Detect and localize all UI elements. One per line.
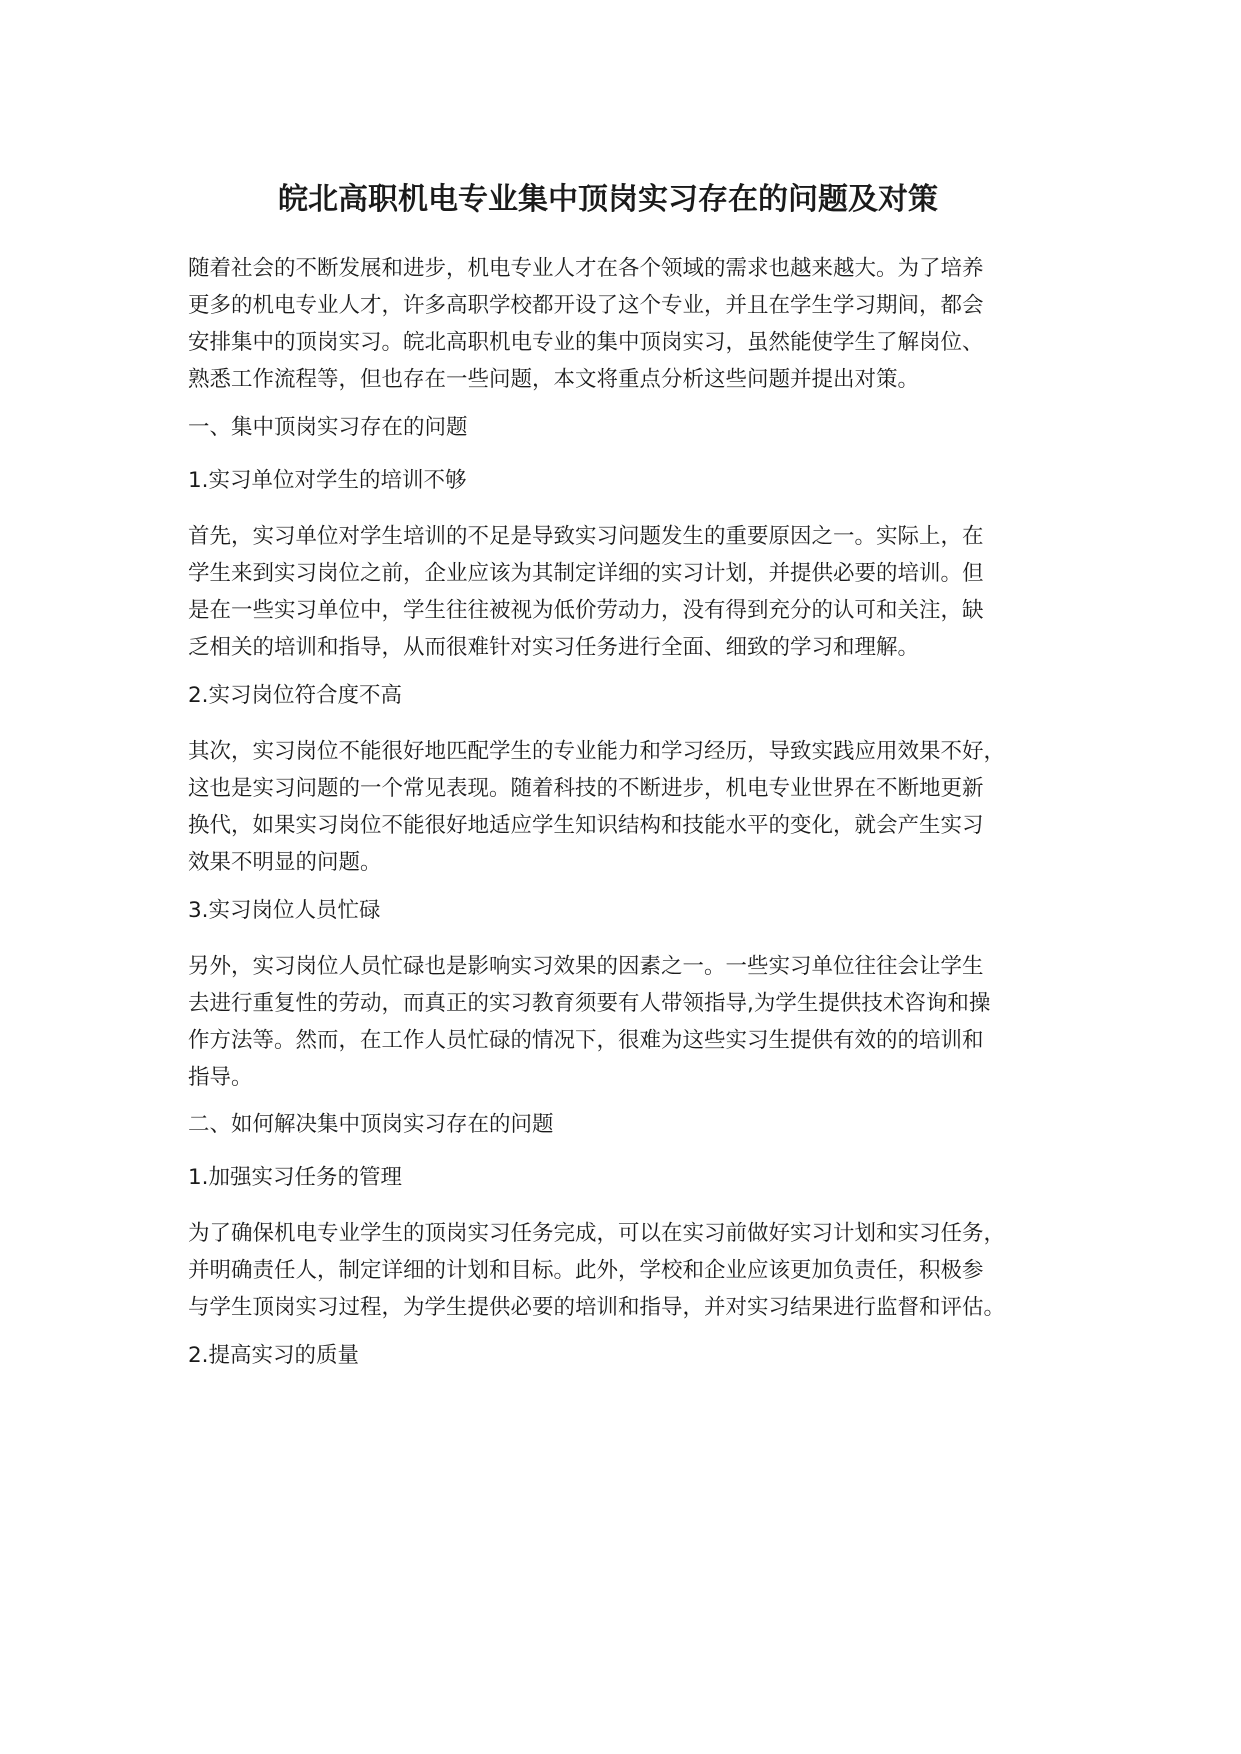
intro-paragraph — [188, 250, 1088, 398]
paragraph-line: 与学生顶岗实习过程，为学生提供必要的培训和指导，并对实习结果进行监督和评估。 — [188, 1295, 1006, 1320]
paragraph-line: 随着社会的不断发展和进步，机电专业人才在各个领域的需求也越来越大。为了培养 — [188, 256, 984, 281]
section-heading-1: 一、集中顶岗实习存在的问题 — [188, 415, 468, 440]
paragraph-line: 换代，如果实习岗位不能很好地适应学生知识结构和技能水平的变化，就会产生实习 — [188, 813, 984, 838]
subheading-1-2: 2.实习岗位符合度不高 — [188, 683, 403, 708]
paragraph-line: 作方法等。然而，在工作人员忙碌的情况下，很难为这些实习生提供有效的的培训和 — [188, 1028, 984, 1053]
paragraph-line: 并明确责任人，制定详细的计划和目标。此外，学校和企业应该更加负责任，积极参 — [188, 1258, 984, 1283]
subheading-2-1: 1.加强实习任务的管理 — [188, 1165, 403, 1190]
paragraph-line: 指导。 — [188, 1065, 253, 1090]
paragraph-line: 学生来到实习岗位之前，企业应该为其制定详细的实习计划，并提供必要的培训。但 — [188, 561, 984, 586]
paragraph-line: 其次，实习岗位不能很好地匹配学生的专业能力和学习经历，导致实践应用效果不好， — [188, 739, 1006, 764]
paragraph-line: 乏相关的培训和指导，从而很难针对实习任务进行全面、细致的学习和理解。 — [188, 635, 920, 660]
document-title: 皖北高职机电专业集中顶岗实习存在的问题及对策 — [278, 182, 938, 217]
paragraph-1-3 — [188, 948, 1088, 1096]
paragraph-line: 这也是实习问题的一个常见表现。随着科技的不断进步，机电专业世界在不断地更新 — [188, 776, 984, 801]
paragraph-line: 另外，实习岗位人员忙碌也是影响实习效果的因素之一。一些实习单位往往会让学生 — [188, 954, 984, 979]
subheading-1-1: 1.实习单位对学生的培训不够 — [188, 468, 467, 493]
paragraph-line: 更多的机电专业人才，许多高职学校都开设了这个专业，并且在学生学习期间，都会 — [188, 293, 984, 318]
paragraph-1-2 — [188, 733, 1088, 881]
subheading-2-2: 2.提高实习的质量 — [188, 1343, 360, 1368]
paragraph-line: 为了确保机电专业学生的顶岗实习任务完成，可以在实习前做好实习计划和实习任务， — [188, 1221, 1006, 1246]
paragraph-line: 效果不明显的问题。 — [188, 850, 382, 875]
paragraph-1-1 — [188, 518, 1088, 666]
section-heading-2: 二、如何解决集中顶岗实习存在的问题 — [188, 1112, 554, 1137]
paragraph-line: 首先，实习单位对学生培训的不足是导致实习问题发生的重要原因之一。实际上，在 — [188, 524, 984, 549]
paragraph-line: 去进行重复性的劳动，而真正的实习教育须要有人带领指导,为学生提供技术咨询和操 — [188, 991, 991, 1016]
paragraph-line: 熟悉工作流程等，但也存在一些问题，本文将重点分析这些问题并提出对策。 — [188, 367, 920, 392]
paragraph-2-1 — [188, 1215, 1088, 1326]
paragraph-line: 是在一些实习单位中，学生往往被视为低价劳动力，没有得到充分的认可和关注，缺 — [188, 598, 984, 623]
paragraph-line: 安排集中的顶岗实习。皖北高职机电专业的集中顶岗实习，虽然能使学生了解岗位、 — [188, 330, 984, 355]
subheading-1-3: 3.实习岗位人员忙碌 — [188, 898, 381, 923]
